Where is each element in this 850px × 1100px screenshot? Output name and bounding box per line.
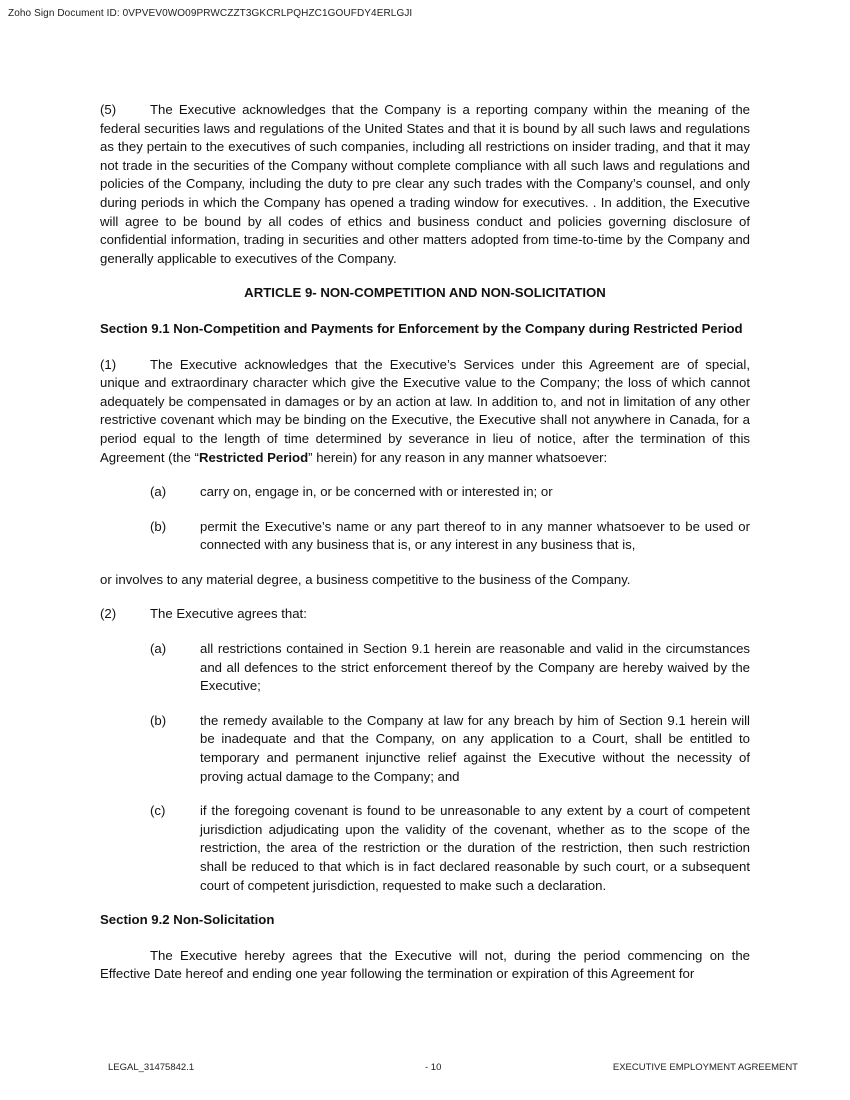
paragraph-text: ” herein) for any reason in any manner whatsoever: <box>308 449 608 465</box>
item-text: if the foregoing covenant is found to be unreasonable to any extent by a court of competent jurisdiction adjudicating upon the validity of the covenant, whether as to the scope of the restriction, the area of the restriction or the duration of the restriction, then such restriction shall be reduced to that which is in fact declared reasonable by such court, or a subsequent court of competent jurisdiction, requested to make such a declaration. <box>200 803 750 893</box>
paragraph-number: (1) <box>100 356 117 372</box>
item-text: permit the Executive’s name or any part thereof to in any manner whatsoever to be used or connected with any business that is, or any interest in any business that is, <box>200 518 750 553</box>
list-item <box>100 712 750 786</box>
section-9-1-heading: Section 9.1 Non-Competition and Payments for Enforcement by the Company during Restricted Period <box>100 320 743 336</box>
item-label: (a) <box>150 484 167 500</box>
list-item <box>100 518 750 555</box>
footer-title: EXECUTIVE EMPLOYMENT AGREEMENT <box>612 1062 798 1073</box>
defined-term: Restricted Period <box>198 449 309 465</box>
paragraph-continuation: or involves to any material degree, a business competitive to the business of the Company. <box>100 571 631 587</box>
item-text: the remedy available to the Company at law for any breach by him of Section 9.1 herein will be inadequate and that the Company, on any application to a Court, shall be entitled to temporary and permanent injunctive relief against the Executive without the necessity of proving actual damage to the Company; and <box>200 712 750 784</box>
article-heading: ARTICLE 9- NON-COMPETITION AND NON-SOLICITATION <box>244 285 606 301</box>
paragraph-text: The Executive acknowledges that the Company is a reporting company within the meaning of the federal securities laws and regulations of the United States and that it is bound by all such laws and regulations as they pertain to the executives of such companies, including all restrictions on insider trading, and that it may not trade in the securities of the Company without complete compliance with all such laws and regulations and policies of the Company, including the duty to pre clear any such trades with the Company’s counsel, and only during periods in which the Company has opened a trading window for executives. . In addition, the Executive will agree to be bound by all codes of ethics and business conduct and policies governing disclosure of confidential information, trading in securities and other matters adopted from time-to-time by the Company and generally applicable to executives of the Company. <box>100 102 750 266</box>
paragraph-number: (2) <box>100 606 117 622</box>
paragraph-5 <box>100 101 750 268</box>
list-item <box>100 483 750 502</box>
paragraph-text: The Executive acknowledges that the Executive’s Services under this Agreement are of special, unique and extraordinary character which give the Executive value to the Company; the loss of which cannot adequately be compensated in damages or by an action at law. In addition to, and not in limitation of any other restrictive covenant which may be binding on the Executive, the Executive shall not anywhere in Canada, for a period equal to the length of time determined by severance in lieu of notice, after the termination of this Agreement (the “ <box>100 356 750 465</box>
page-number: - 10 <box>425 1062 442 1073</box>
document-body <box>100 101 750 984</box>
paragraph-9-2: The Executive hereby agrees that the Executive will not, during the period commencing on the Effective Date hereof and ending one year following the termination or expiration of this Agreement for <box>100 947 750 982</box>
paragraph-number: (5) <box>100 102 117 117</box>
document-id: Zoho Sign Document ID: 0VPVEV0WO09PRWCZZT3GKCRLPQHZC1GOUFDY4ERLGJI <box>8 8 413 19</box>
item-label: (a) <box>150 641 167 657</box>
footer-doc-ref: LEGAL_31475842.1 <box>108 1062 195 1073</box>
list-item <box>100 640 750 696</box>
item-text: carry on, engage in, or be concerned with or interested in; or <box>200 484 553 500</box>
item-label: (b) <box>150 712 167 728</box>
paragraph-text: The Executive agrees that: <box>150 606 307 622</box>
section-9-2-heading: Section 9.2 Non-Solicitation <box>100 912 275 928</box>
item-label: (b) <box>150 518 167 534</box>
paragraph-9-1-1 <box>100 356 750 468</box>
paragraph-9-1-2 <box>100 605 750 624</box>
item-label: (c) <box>150 803 166 819</box>
list-item <box>100 802 750 895</box>
item-text: all restrictions contained in Section 9.1 herein are reasonable and valid in the circumstances and all defences to the strict enforcement thereof by the Company are hereby waived by the Executive; <box>200 641 750 694</box>
